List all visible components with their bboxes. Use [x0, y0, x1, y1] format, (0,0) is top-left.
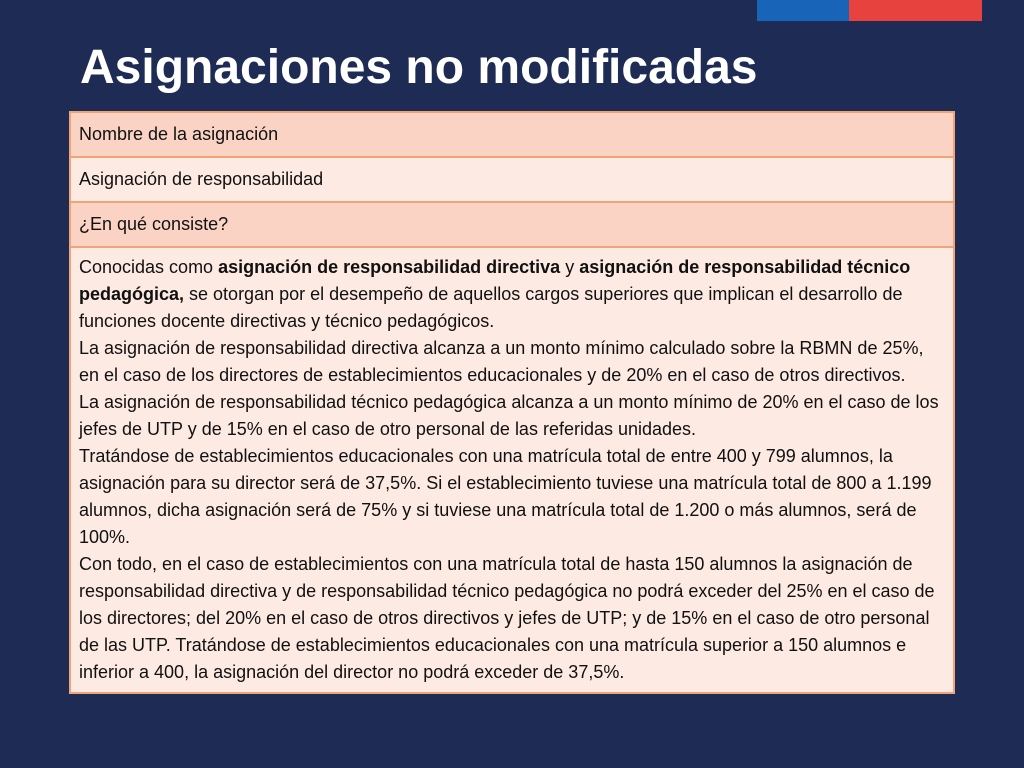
p1-text-before: Conocidas como	[79, 257, 219, 277]
description-paragraph-5: Con todo, en el caso de establecimientos con una matrícula total de hasta 150 alumnos la asignación de responsabilidad directiva y de responsabilidad técnico pedagógica no podrá exceder del 25% en el caso de los directores; del 20% en el caso de otros directivos y jefes de UTP; y de 15% en el caso de otro personal de las UTP. Tratándose de establecimientos educacionales con una matrícula superior a 150 alumnos e inferior a 400, la asignación del director no podrá exceder de 37,5%.	[79, 554, 935, 682]
p1-text-after: se otorgan por el desempeño de aquellos cargos superiores que implican el desarrollo de funciones docente directivas y técnico pedagógicos.	[79, 284, 903, 331]
p1-text-mid: y	[560, 257, 580, 277]
page-title: Asignaciones no modificadas	[80, 41, 758, 94]
description-paragraph-2: La asignación de responsabilidad directiva alcanza a un monto mínimo calculado sobre la RBMN de 25%, en el caso de los directores de establecimientos educacionales y de 20% en el caso de otros directivos.	[79, 338, 924, 385]
description-cell	[70, 247, 954, 693]
description-paragraph-1	[79, 254, 945, 335]
table-row-name	[70, 157, 954, 202]
table-row-description	[70, 247, 954, 693]
assignment-table	[69, 111, 955, 694]
assignment-name: Asignación de responsabilidad	[70, 157, 954, 202]
header-label: Nombre de la asignación	[70, 112, 954, 157]
description-paragraph-4: Tratándose de establecimientos educacionales con una matrícula total de entre 400 y 799 alumnos, la asignación para su director será de 37,5%. Si el establecimiento tuviese una matrícula total de 800 a 1.199 alumnos, dicha asignación será de 75% y si tuviese una matrícula total de 1.200 o más alumnos, será de 100%.	[79, 446, 932, 547]
question-label: ¿En qué consiste?	[70, 202, 954, 247]
table-row-header	[70, 112, 954, 157]
flag-stripe-blue	[757, 0, 849, 21]
table-row-question	[70, 202, 954, 247]
p1-bold-directiva: asignación de responsabilidad directiva	[218, 257, 561, 277]
flag-stripe-red	[849, 0, 982, 21]
p1-bold-tecnico: asignación de responsabilidad técnico pedagógica,	[79, 257, 911, 304]
description-paragraph-3: La asignación de responsabilidad técnico pedagógica alcanza a un monto mínimo de 20% en el caso de los jefes de UTP y de 15% en el caso de otro personal de las referidas unidades.	[79, 392, 939, 439]
